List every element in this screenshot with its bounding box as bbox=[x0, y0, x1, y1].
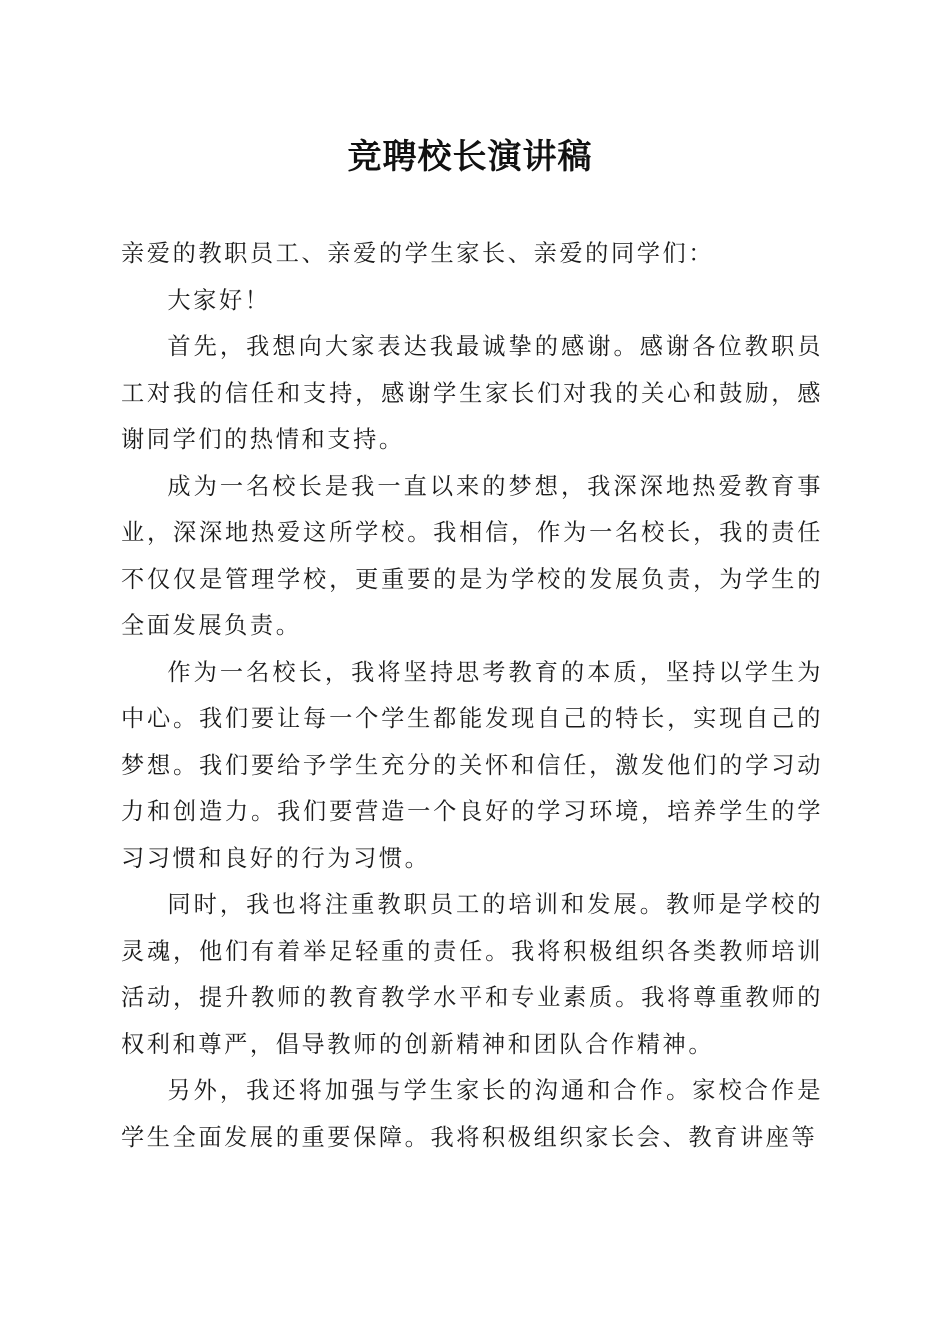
paragraph-teacher-development: 同时，我也将注重教职员工的培训和发展。教师是学校的灵魂，他们有着举足轻重的责任。我将积极组织各类教师培训活动，提升教师的教育教学水平和专业素质。我将尊重教师的权利和尊严，倡导教师的创新精神和团队合作精神。 bbox=[121, 891, 823, 1058]
paragraph-student-centered: 作为一名校长，我将坚持思考教育的本质，坚持以学生为中心。我们要让每一个学生都能发现自己的特长，实现自己的梦想。我们要给予学生充分的关怀和信任，激发他们的学习动力和创造力。我们要营造一个良好的学习环境，培养学生的学习习惯和良好的行为习惯。 bbox=[121, 658, 823, 872]
paragraph-thanks: 首先，我想向大家表达我最诚挚的感谢。感谢各位教职员工对我的信任和支持，感谢学生家长们对我的关心和鼓励，感谢同学们的热情和支持。 bbox=[121, 333, 823, 453]
salutation: 亲爱的教职员工、亲爱的学生家长、亲爱的同学们： bbox=[121, 240, 715, 267]
paragraph-greeting: 大家好！ bbox=[167, 286, 271, 314]
paragraph-dream: 成为一名校长是我一直以来的梦想，我深深地热爱教育事业，深深地热爱这所学校。我相信，作为一名校长，我的责任不仅仅是管理学校，更重要的是为学校的发展负责，为学生的全面发展负责。 bbox=[121, 472, 823, 639]
document-title: 竞聘校长演讲稿 bbox=[347, 137, 593, 177]
document-body bbox=[121, 231, 823, 1161]
paragraph-parent-cooperation: 另外，我还将加强与学生家长的沟通和合作。家校合作是学生全面发展的重要保障。我将积极组织家长会、教育讲座等 bbox=[121, 1077, 823, 1151]
